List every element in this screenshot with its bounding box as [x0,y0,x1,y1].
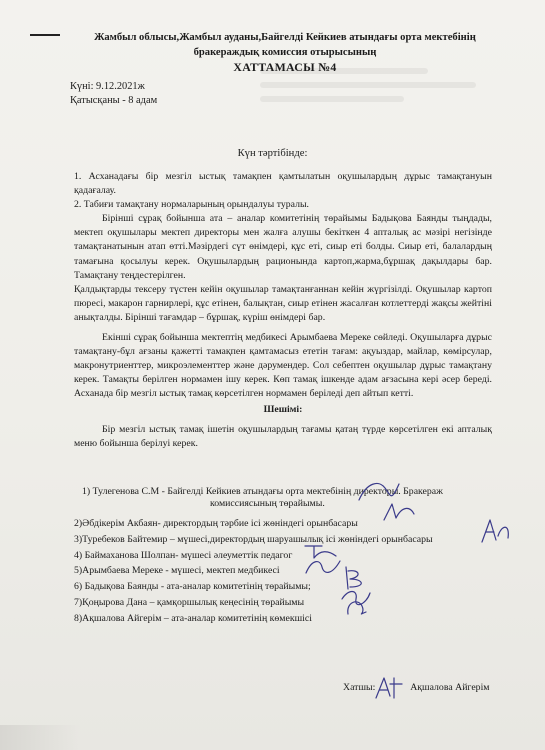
member-item: 6) Бадықова Баянды - ата-аналар комитетінің төрайымы; [74,581,311,593]
meeting-meta [70,80,157,108]
header-line-2: бракераждық комиссия отырысының [193,47,377,58]
agenda-heading: Күн тәртібінде: [237,148,308,159]
document-title: ХАТТАМАСЫ №4 [233,60,337,74]
decision-text: Бір мезгіл ыстық тамақ ішетін оқушылардың тағамы қатаң түрде көрсетілген екі апталық меню бойынша берілуі керек. [74,423,492,449]
discussion-paragraph-2: Қалдықтарды тексеру түстен кейін оқушылар тамақтанғаннан кейін жүргізілді. Оқушылар картоп пюресі, макарон гарнирлері, құс етінен, балықтан, сиыр етінен жасалған котлеттерді жақсы жейтіні анықталды. Бірінші тағамдар – бұршақ, күріш өнімдері бар. [74,283,492,323]
document-body [74,170,492,451]
commission-members [74,486,504,627]
scan-shadow [0,725,80,750]
member-1-line-b: комиссиясының төрайымы. [210,498,325,509]
discussion-paragraph-1: Бірінші сұрақ бойынша ата – аналар комитетінің төрайымы Бадықова Баянды тыңдады, мектеп оқушылары мектеп директоры мен жалға алушы бекіткен 4 апталық ас мәзірі негізінде тамақтанатынын атап өтті.Мәзірдегі сүт өнімдері, құс еті, сиыр еті болды. Сиыр еті, балалардың тамағына қосылуы керек. Оқушылардың рационында картоп,жарма,бұршақ дақылдары бар. Тамақтану теңдестерілген. [74,213,492,281]
agenda-item-2: 2. Табиғи тамақтану нормаларының орындалуы туралы. [74,199,310,211]
member-item [74,486,487,510]
member-item: 2)Әбдікерім Акбаян- директордың тәрбие ісі жөніндегі орынбасары [74,518,358,529]
agenda-item-1: 1. Асханадағы бір мезгіл ыстық тамақпен қамтылатын оқушылардың дұрыс тамақтануын қадағалау. [74,171,492,197]
member-1-line-a: 1) Тулегенова С.М - Байгелді Кейкиев атындағы орта мектебінің директоры. Бракераж [82,486,443,497]
secretary-label: Хатшы: [343,682,376,693]
corner-mark [30,34,60,36]
decision-heading: Шешімі: [263,403,303,415]
member-item: 7)Қоңырова Дана – қамқоршылық кеңесінің төрайымы [74,596,305,608]
header-line-1: Жамбыл облысы,Жамбыл ауданы,Байгелді Кейкиев атындағы орта мектебінің [94,32,476,43]
member-item: 8)Ақшалова Айгерім – ата-аналар комитетінің көмекшісі [74,612,312,624]
member-item: 5)Арымбаева Мереке - мүшесі, мектеп медбикесі [74,565,280,577]
secretary-name: Ақшалова Айгерім [410,682,490,693]
document-header [60,30,510,75]
secretary-line [343,682,490,693]
attendee-count: Қатысқаны - 8 адам [70,95,158,106]
member-item: 3)Туребеков Байтемир – мүшесі,директордың шаруашылық ісі жөніндегі орынбасары [74,533,433,545]
discussion-paragraph-3: Екінші сұрақ бойынша мектептің медбикесі Арымбаева Мереке сөйледі. Оқушыларға дұрыс тамақтану-бұл ағзаны қажетті тамақпен қамтамасыз ететін тағам: ақуыздар, майлар, көмірсулар, макронутриенттер, микроэлементтер және дәрумендер. Сол себептен оқушылар дұрыс тамақтану керек. Тамақты берілген нормамен ішу керек. Көп тамақ ішкенде адам ағзасына кері әсер береді. Асханада бір мезгіл ыстық тамақ көрсетілген нормамен беріледі деп айтып кетті. [74,332,492,400]
meeting-date: Күні: 9.12.2021ж [70,81,145,92]
faded-background-text [260,60,500,180]
member-item: 4) Баймаханова Шолпан- мүшесі әлеуметтік педагог [74,549,293,561]
